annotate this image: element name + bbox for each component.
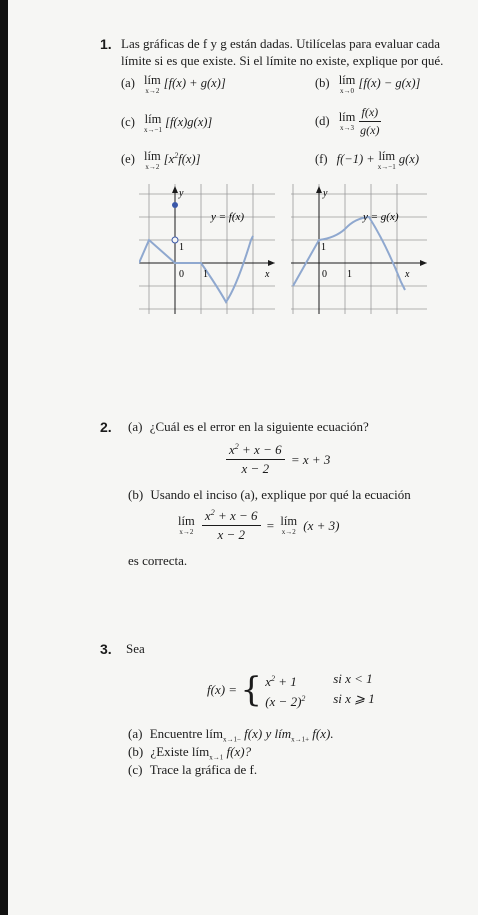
problem-3-number: 3. xyxy=(100,641,112,657)
problem-2b xyxy=(128,487,411,503)
f-open-point xyxy=(172,237,178,243)
problem-3a: (a) Encuentre lím$_{x\to 1-}$ f(x) y lím$_{x\to 1+}$ f(x). xyxy=(128,726,334,744)
limit-expression: [f(x) + g(x)] xyxy=(163,76,226,91)
limit-expression: [f(x)g(x)] xyxy=(165,115,213,130)
equals-sign: = xyxy=(266,517,275,533)
item-label: (a) xyxy=(128,419,143,434)
limit-expression: g(x) xyxy=(398,152,419,167)
case-1: $x^2 + 1$ si x < 1 xyxy=(265,671,373,689)
limit-operator: lím x→0 xyxy=(338,73,356,95)
limit-operator: lím x→2 xyxy=(144,73,161,95)
problem-2b-text: Usando el inciso (a), explique por qué la ecuación xyxy=(150,487,411,502)
curve-label: y = g(x) xyxy=(363,211,399,223)
problem-1e xyxy=(121,150,200,171)
axes xyxy=(291,190,423,314)
x-axis-arrow-icon xyxy=(268,260,275,266)
problem-2-number: 2. xyxy=(100,419,112,435)
tick-x-1: 1 xyxy=(203,269,208,280)
y-axis-arrow-icon xyxy=(172,186,178,193)
tick-y-1: 1 xyxy=(179,242,184,253)
limit-expression: [f(x) − g(x)] xyxy=(358,76,421,91)
equation-2 xyxy=(178,508,340,543)
x-axis-label: x xyxy=(265,269,270,280)
textbook-page xyxy=(8,0,478,915)
equation-2-rhs: (x + 3) xyxy=(303,517,340,533)
limit-operator: lím x→−1 xyxy=(377,149,396,171)
problem-1-line-2: límite si es que existe. Si el límite no existe, explique por qué. xyxy=(121,53,444,68)
item-label: (b) xyxy=(128,487,144,502)
problem-3c: (c) Trace la gráfica de f. xyxy=(128,762,258,777)
problem-1c xyxy=(121,113,212,134)
equation-1 xyxy=(226,442,330,477)
expression-prefix: f(−1) + xyxy=(336,152,375,167)
origin-label: 0 xyxy=(322,269,327,280)
item-label: (c) xyxy=(128,762,143,777)
equation-1-rhs: = x + 3 xyxy=(290,451,331,467)
tick-y-1: 1 xyxy=(321,242,326,253)
piecewise-function xyxy=(207,670,375,710)
item-label: (b) xyxy=(128,744,144,759)
case-2: $(x - 2)^2$ si x ⩾ 1 xyxy=(265,691,375,709)
problem-2-correct: es correcta. xyxy=(128,553,188,568)
equation-1-fraction: $\frac{x^2 + x - 6}{x - 2}$ xyxy=(226,442,285,477)
piecewise-cases xyxy=(265,670,375,710)
problem-1-number: 1. xyxy=(100,36,112,52)
item-label: (d) xyxy=(315,114,330,128)
graph-f xyxy=(139,184,277,316)
problem-1b xyxy=(315,74,420,95)
tick-x-1: 1 xyxy=(347,269,352,280)
problem-2a-text: ¿Cuál es el error en la siguiente ecuación? xyxy=(149,419,369,434)
origin-label: 0 xyxy=(179,269,184,280)
item-label: (b) xyxy=(315,76,330,91)
y-axis-label: y xyxy=(323,188,328,199)
problem-3b: (b) ¿Existe lím$_{x\to 1}$ f(x)? xyxy=(128,744,252,762)
x-axis-label: x xyxy=(405,269,410,280)
y-axis-label: y xyxy=(179,188,184,199)
function-name: f(x) = xyxy=(207,682,238,697)
equation-2-fraction: $\frac{x^2 + x - 6}{x - 2}$ xyxy=(202,508,261,543)
limit-operator: lím x→2 xyxy=(144,149,161,171)
problem-2a xyxy=(128,419,369,435)
f-curve xyxy=(139,236,253,302)
limit-operator: lím x→−1 xyxy=(144,112,162,134)
problem-1a xyxy=(121,74,226,95)
item-label: (c) xyxy=(121,115,135,130)
grid-lines xyxy=(291,184,427,314)
problem-1-line-1: Las gráficas de f y g están dadas. Utilícelas para evaluar cada xyxy=(121,36,441,51)
limit-operator: lím x→2 xyxy=(280,514,298,536)
limit-expression: $[x^2f(x)]$ xyxy=(163,151,201,167)
limit-fraction: $\frac{f(x)}{g(x)}$ xyxy=(360,105,380,137)
item-label: (f) xyxy=(315,152,328,167)
problem-1d xyxy=(315,105,381,138)
limit-operator: lím x→2 xyxy=(178,514,195,536)
x-axis-arrow-icon xyxy=(420,260,427,266)
y-axis-arrow-icon xyxy=(316,186,322,193)
f-filled-point xyxy=(172,202,178,208)
limit-operator: lím x→3 xyxy=(338,110,356,132)
left-brace-icon: { xyxy=(240,670,262,710)
item-label: (a) xyxy=(128,726,143,741)
item-label: (a) xyxy=(121,76,135,91)
graph-g xyxy=(291,184,429,316)
curve-label: y = f(x) xyxy=(211,211,245,223)
axes xyxy=(139,190,271,314)
item-label: (e) xyxy=(121,152,135,167)
problem-3-sea: Sea xyxy=(126,641,145,656)
problem-1f xyxy=(315,150,419,171)
